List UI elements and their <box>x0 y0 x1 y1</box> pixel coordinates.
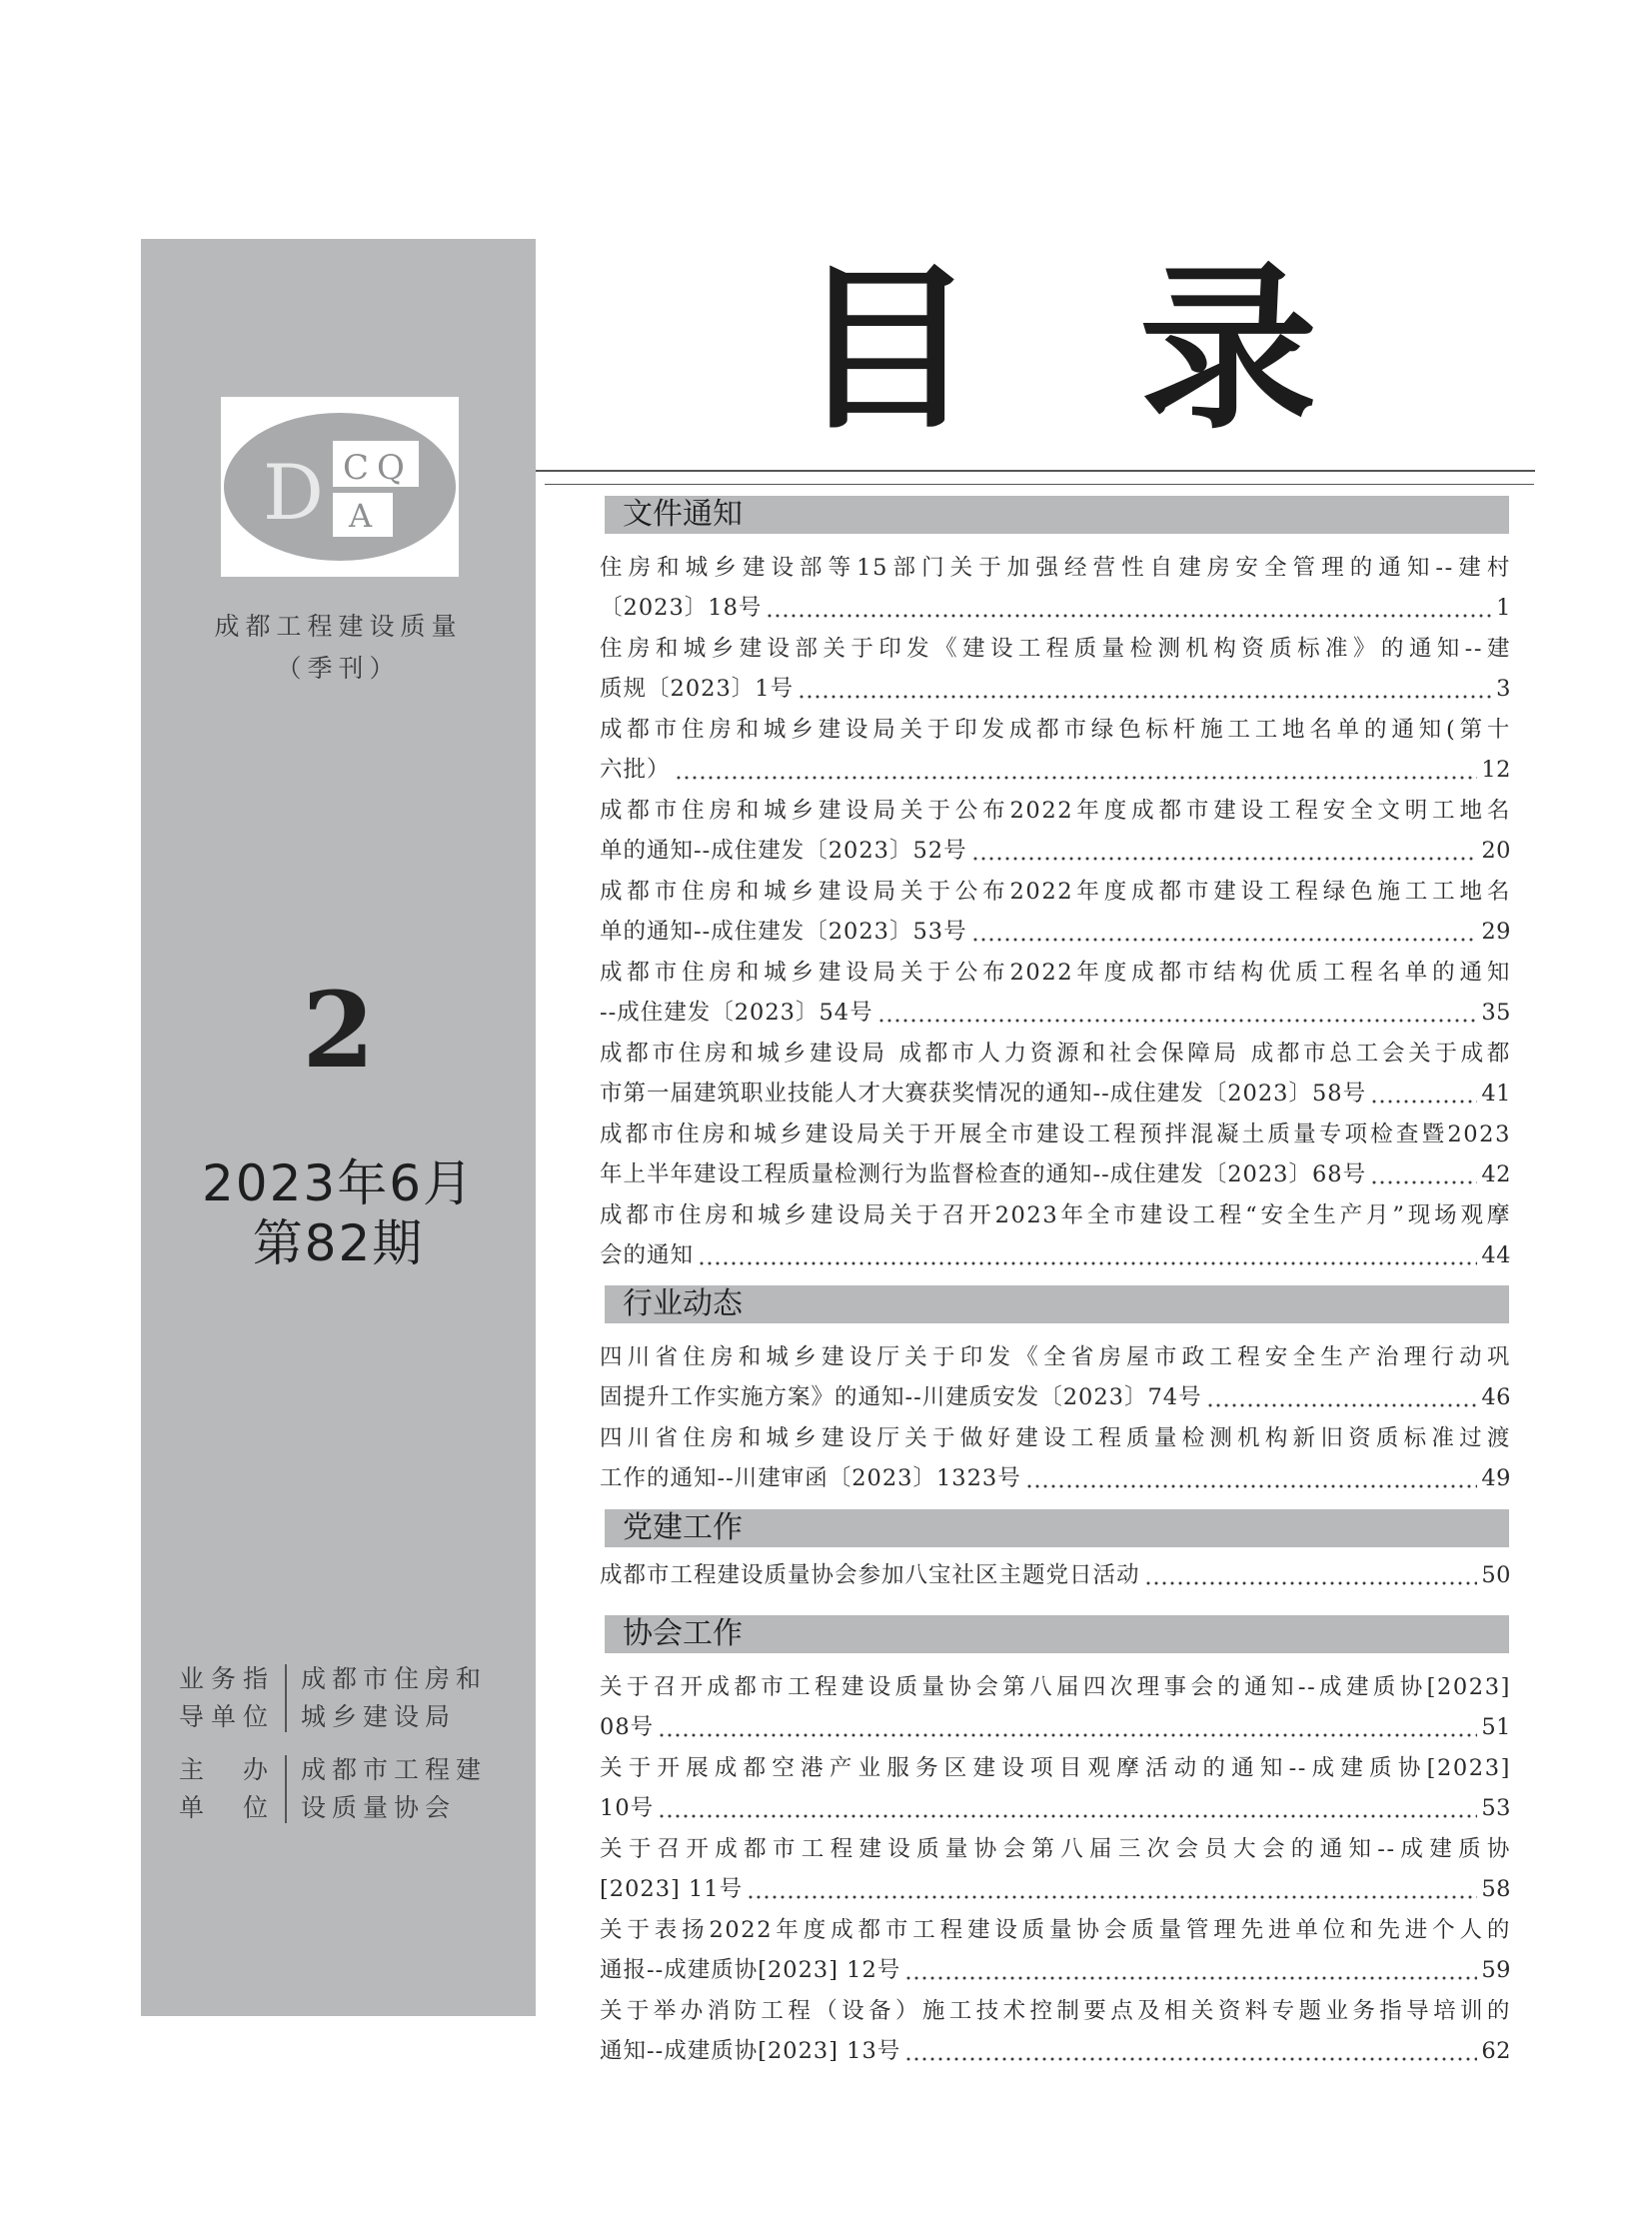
toc-entry-title-continuation: 市第一届建筑职业技能人才大赛获奖情况的通知--成住建发〔2023〕58号 <box>600 1081 1367 1107</box>
dot-leader <box>658 1788 1477 1828</box>
toc-entry[interactable] <box>600 710 1511 790</box>
toc-page-number: 3 <box>1496 676 1511 702</box>
toc-entry-title-continuation: 08号 <box>600 1714 655 1740</box>
toc-entry[interactable] <box>600 1829 1511 1909</box>
page-title <box>798 246 1317 453</box>
toc-entry-title: 住房和城乡建设部关于印发《建设工程质量检测机构资质标准》的通知--建 <box>600 636 1511 662</box>
toc-entry[interactable] <box>600 791 1511 871</box>
toc-entry-title-continuation: --成住建发〔2023〕54号 <box>600 1000 873 1026</box>
dot-leader <box>1370 1074 1477 1114</box>
toc-entry[interactable] <box>600 1910 1511 1990</box>
dot-leader <box>1370 1154 1477 1194</box>
org-value-line: 设质量协会 <box>301 1793 457 1822</box>
toc-entry-title-continuation: 质规〔2023〕1号 <box>600 676 795 702</box>
issue-volume-number: 2 <box>302 969 375 1092</box>
toc-entry-title-continuation: 通报--成建质协[2023] 12号 <box>600 1957 901 1983</box>
toc-page-number: 50 <box>1481 1562 1511 1588</box>
org-value-line: 成都市住房和 <box>301 1664 488 1693</box>
toc-entry[interactable] <box>600 1115 1511 1194</box>
journal-name: 成都工程建设质量 <box>214 612 463 641</box>
toc-entry-title: 成都市住房和城乡建设局关于公布2022年度成都市建设工程绿色施工工地名 <box>600 879 1511 905</box>
toc-entry-title: 成都市住房和城乡建设局 成都市人力资源和社会保障局 成都市总工会关于成都 <box>600 1041 1511 1067</box>
issue-date: 2023年6月 <box>201 1154 476 1212</box>
org-value-line: 城乡建设局 <box>301 1702 457 1731</box>
toc-page-number: 44 <box>1481 1242 1511 1268</box>
toc-entry[interactable] <box>600 1748 1511 1828</box>
toc-entry-title-continuation: 年上半年建设工程质量检测行为监督检查的通知--成住建发〔2023〕68号 <box>600 1161 1367 1187</box>
toc-entry-title-continuation: 六批） <box>600 757 671 783</box>
toc-entry-title: 成都市住房和城乡建设局关于开展全市建设工程预拌混凝土质量专项检查暨2023 <box>600 1121 1511 1147</box>
toc-entry[interactable] <box>600 1555 1511 1595</box>
dot-leader <box>766 588 1492 628</box>
toc-entry[interactable] <box>600 953 1511 1033</box>
logo-emblem-icon <box>221 397 459 577</box>
org-divider <box>285 1664 287 1732</box>
org-label-line: 导单位 <box>179 1702 276 1731</box>
section-header: 行业动态 <box>605 1285 1509 1323</box>
toc-page-number: 20 <box>1481 838 1511 864</box>
toc-entry-title: 住房和城乡建设部等15部门关于加强经营性自建房安全管理的通知--建村 <box>600 555 1511 581</box>
dot-leader <box>698 1235 1477 1275</box>
toc-entry-title: 成都市住房和城乡建设局关于公布2022年度成都市建设工程安全文明工地名 <box>600 798 1511 824</box>
title-char: 目 <box>798 246 975 453</box>
toc-page-number: 49 <box>1481 1465 1511 1491</box>
toc-entry[interactable] <box>600 1195 1511 1275</box>
toc-entry[interactable] <box>600 1034 1511 1114</box>
title-char: 录 <box>1139 246 1317 453</box>
toc-entry[interactable] <box>600 1337 1511 1417</box>
toc-page-number: 62 <box>1481 2038 1511 2064</box>
toc-page-number: 46 <box>1481 1384 1511 1410</box>
toc-entry[interactable] <box>600 1418 1511 1498</box>
toc-page-number: 42 <box>1481 1161 1511 1187</box>
toc-entry-title: 四川省住房和城乡建设厅关于做好建设工程质量检测机构新旧资质标准过渡 <box>600 1425 1511 1451</box>
toc-entry-title-continuation: 成都市工程建设质量协会参加八宝社区主题党日活动 <box>600 1562 1140 1588</box>
org-guidance-unit <box>179 1660 519 1736</box>
toc-entry[interactable] <box>600 872 1511 952</box>
toc-entry[interactable] <box>600 548 1511 628</box>
toc-entry[interactable] <box>600 629 1511 709</box>
toc-page-number: 58 <box>1481 1876 1511 1902</box>
toc-page-number: 51 <box>1481 1714 1511 1740</box>
toc-entry-title-continuation: 〔2023〕18号 <box>600 595 763 621</box>
issue-number: 第82期 <box>252 1214 425 1272</box>
section-header: 协会工作 <box>605 1615 1509 1653</box>
toc-entry-title-continuation: 10号 <box>600 1795 655 1821</box>
toc-page-number: 53 <box>1481 1795 1511 1821</box>
toc-entry[interactable] <box>600 1991 1511 2071</box>
org-label-line: 主 办 <box>179 1755 276 1784</box>
org-label-line: 业务指 <box>179 1664 276 1693</box>
toc-entry-title: 四川省住房和城乡建设厅关于印发《全省房屋市政工程安全生产治理行动巩 <box>600 1344 1511 1370</box>
toc-entry-title-continuation: [2023] 11号 <box>600 1876 744 1902</box>
toc-entry-title-continuation: 工作的通知--川建审函〔2023〕1323号 <box>600 1465 1021 1491</box>
dot-leader <box>971 831 1478 871</box>
dot-leader <box>675 750 1478 790</box>
toc-entry-title-continuation: 通知--成建质协[2023] 13号 <box>600 2038 901 2064</box>
toc-entry-title: 成都市住房和城乡建设局关于召开2023年全市建设工程“安全生产月”现场观摩 <box>600 1202 1511 1228</box>
dot-leader <box>971 912 1478 952</box>
logo-letter-a: A <box>349 497 373 535</box>
logo-letter-c: C <box>343 448 370 488</box>
section-header: 党建工作 <box>605 1509 1509 1547</box>
logo-letter-q: Q <box>377 448 405 488</box>
toc-entry-title: 关于召开成都市工程建设质量协会第八届四次理事会的通知--成建质协[2023] <box>600 1674 1511 1700</box>
section-header: 文件通知 <box>605 496 1509 534</box>
toc-entry-title: 关于召开成都市工程建设质量协会第八届三次会员大会的通知--成建质协 <box>600 1836 1511 1862</box>
logo-letter-d: D <box>263 448 324 537</box>
org-host-unit <box>179 1751 519 1827</box>
toc-entry-title-continuation: 单的通知--成住建发〔2023〕52号 <box>600 838 967 864</box>
toc-entry-title: 关于表扬2022年度成都市工程建设质量协会质量管理先进单位和先进个人的 <box>600 1917 1511 1943</box>
toc-page-number: 12 <box>1481 757 1511 783</box>
toc-entry-title-continuation: 固提升工作实施方案》的通知--川建质安发〔2023〕74号 <box>600 1384 1202 1410</box>
toc-page-number: 35 <box>1481 1000 1511 1026</box>
divider <box>536 470 1535 472</box>
dot-leader <box>658 1707 1477 1747</box>
dot-leader <box>1144 1555 1478 1595</box>
org-divider <box>285 1755 287 1823</box>
toc-entry-title: 成都市住房和城乡建设局关于公布2022年度成都市结构优质工程名单的通知 <box>600 960 1511 986</box>
toc-page-number: 1 <box>1496 595 1511 621</box>
toc-page-number: 41 <box>1481 1081 1511 1107</box>
dot-leader <box>1025 1458 1478 1498</box>
org-label-line: 单 位 <box>179 1793 276 1822</box>
divider <box>545 484 1534 485</box>
toc-entry-title: 关于开展成都空港产业服务区建设项目观摩活动的通知--成建质协[2023] <box>600 1755 1511 1781</box>
logo <box>221 397 459 577</box>
dot-leader <box>747 1869 1477 1909</box>
toc-entry-title-continuation: 会的通知 <box>600 1242 695 1268</box>
dot-leader <box>904 2031 1477 2071</box>
toc-entry-title-continuation: 单的通知--成住建发〔2023〕53号 <box>600 919 967 945</box>
dot-leader <box>877 993 1478 1033</box>
journal-frequency: （季刊） <box>276 654 401 683</box>
toc-entry-title: 成都市住房和城乡建设局关于印发成都市绿色标杆施工工地名单的通知(第十 <box>600 717 1511 743</box>
dot-leader <box>798 669 1492 709</box>
toc-page-number: 29 <box>1481 919 1511 945</box>
toc-page-number: 59 <box>1481 1957 1511 1983</box>
dot-leader <box>1206 1377 1478 1417</box>
dot-leader <box>904 1950 1477 1990</box>
toc-entry[interactable] <box>600 1667 1511 1747</box>
toc-entry-title: 关于举办消防工程（设备）施工技术控制要点及相关资料专题业务指导培训的 <box>600 1998 1511 2024</box>
org-value-line: 成都市工程建 <box>301 1755 488 1784</box>
sidebar <box>141 239 536 2016</box>
